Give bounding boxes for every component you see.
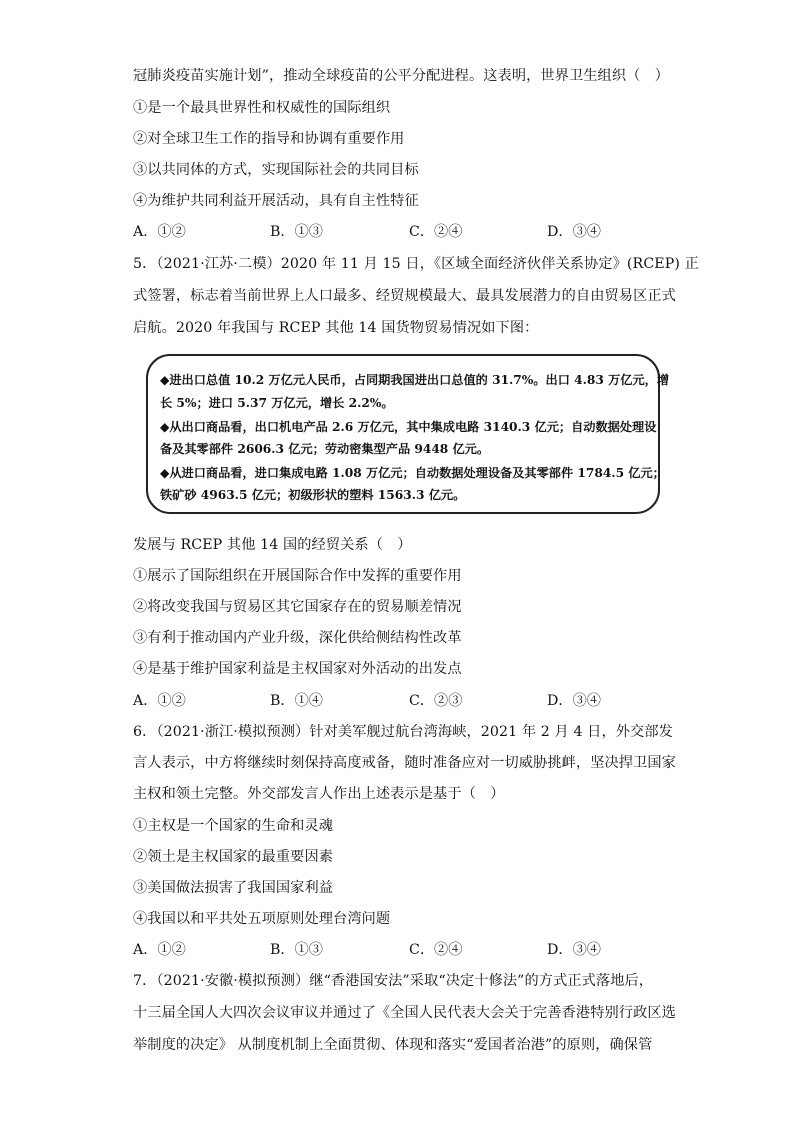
q6-stem-line-2: 言人表示，中方将继续时刻保持高度戒备，随时准备应对一切威胁挑衅，坚决捍卫国家: [133, 755, 676, 771]
q5-stem-line-1: 5．（2021·江苏·二模）2020 年 11 月 15 日，《区域全面经济伙伴关系协定》(RCEP) 正: [133, 256, 699, 272]
box-line-2: 长 5%；进口 5.37 万亿元，增长 2.2%。: [160, 396, 394, 410]
q5-statement-2: ②将改变我国与贸易区其它国家存在的贸易顺差情况: [133, 599, 462, 615]
q4-statement-2: ②对全球卫生工作的指导和协调有重要作用: [133, 131, 405, 147]
q4-statement-4: ④为维护共同利益开展活动，具有自主性特征: [133, 193, 419, 209]
q4-options: [133, 222, 693, 242]
q5-option-c[interactable]: C．②③: [409, 693, 463, 709]
q5-option-a[interactable]: A．①②: [133, 693, 186, 709]
box-line-6: 铁矿砂 4963.5 亿元；初级形状的塑料 1563.3 亿元。: [160, 488, 466, 502]
q4-statement-1: ①是一个最具世界性和权威性的国际组织: [133, 100, 391, 116]
q4-option-a[interactable]: A．①②: [133, 224, 186, 240]
q4-stem: 冠肺炎疫苗实施计划”，推动全球疫苗的公平分配进程。这表明，世界卫生组织（ ）: [133, 68, 669, 84]
q6-option-b[interactable]: B．①③: [270, 942, 323, 958]
q4-option-d[interactable]: D．③④: [547, 224, 601, 240]
q6-options: [133, 940, 693, 960]
q5-question: 发展与 RCEP 其他 14 国的经贸关系（ ）: [133, 537, 412, 553]
q6-option-c[interactable]: C．②④: [409, 942, 463, 958]
q4-option-c[interactable]: C．②④: [409, 224, 463, 240]
box-line-1: ◆进出口总值 10.2 万亿元人民币，占同期我国进出口总值的 31.7%。出口 4.83 万亿元，增: [160, 373, 670, 387]
box-line-5: ◆从进口商品看，进口集成电路 1.08 万亿元；自动数据处理设备及其零部件 1784.5 亿元；: [160, 466, 665, 480]
q5-statement-4: ④是基于维护国家利益是主权国家对外活动的出发点: [133, 661, 462, 677]
q5-option-d[interactable]: D．③④: [547, 693, 601, 709]
q6-option-a[interactable]: A．①②: [133, 942, 186, 958]
q5-statement-1: ①展示了国际组织在开展国际合作中发挥的重要作用: [133, 568, 462, 584]
q6-statement-4: ④我国以和平共处五项原则处理台湾问题: [133, 911, 391, 927]
box-line-3: ◆从出口商品看，出口机电产品 2.6 万亿元，其中集成电路 3140.3 亿元；自动数据处理设: [160, 420, 657, 434]
q4-option-b[interactable]: B．①③: [270, 224, 323, 240]
q7-stem-line-3: 举制度的决定》 从制度机制上全面贯彻、体现和落实“爱国者治港”的原则，确保管: [133, 1037, 653, 1053]
q5-option-b[interactable]: B．①④: [270, 693, 323, 709]
q6-statement-2: ②领土是主权国家的最重要因素: [133, 849, 334, 865]
q5-statement-3: ③有利于推动国内产业升级，深化供给侧结构性改革: [133, 630, 462, 646]
q6-statement-3: ③美国做法损害了我国国家利益: [133, 880, 334, 896]
q6-option-d[interactable]: D．③④: [547, 942, 601, 958]
q6-statement-1: ①主权是一个国家的生命和灵魂: [133, 818, 334, 834]
q5-stem-line-2: 式签署，标志着当前世界上人口最多、经贸规模最大、最具发展潜力的自由贸易区正式: [133, 288, 676, 304]
q7-stem-line-1: 7．（2021·安徽·模拟预测）继“香港国安法”采取“决定十修法”的方式正式落地后，: [133, 973, 654, 989]
q5-stem-line-3: 启航。2020 年我国与 RCEP 其他 14 国货物贸易情况如下图：: [133, 320, 539, 336]
q5-options: [133, 691, 693, 711]
q6-stem-line-1: 6．（2021·浙江·模拟预测）针对美军舰过航台湾海峡，2021 年 2 月 4 日，外交部发: [133, 724, 673, 740]
q7-stem-line-2: 十三届全国人大四次会议审议并通过了《全国人民代表大会关于完善香港特别行政区选: [133, 1005, 676, 1021]
q6-stem-line-3: 主权和领土完整。外交部发言人作出上述表示是基于（ ）: [133, 786, 505, 802]
q4-statement-3: ③以共同体的方式，实现国际社会的共同目标: [133, 162, 419, 178]
box-line-4: 备及其零部件 2606.3 亿元；劳动密集型产品 9448 亿元。: [160, 442, 490, 456]
